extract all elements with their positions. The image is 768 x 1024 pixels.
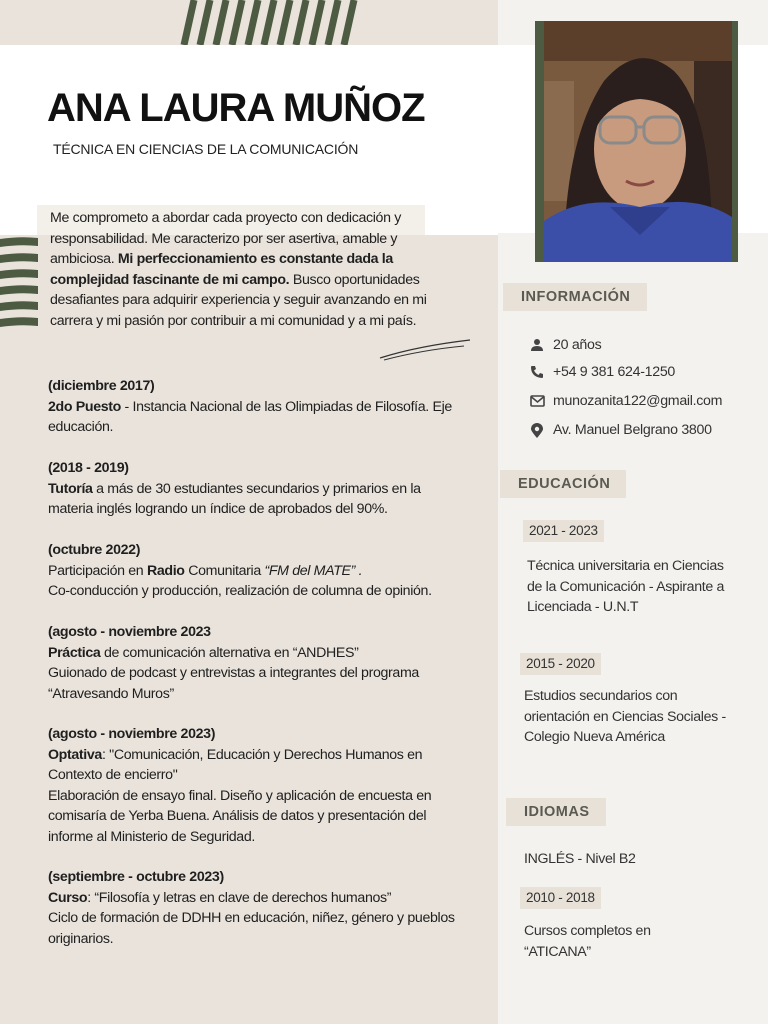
age-row	[528, 335, 601, 355]
about-paragraph	[50, 208, 460, 331]
experience-text: : "Comunicación, Educación y Derechos Humanos en Contexto de encierro"	[48, 746, 423, 783]
experience-date: (diciembre 2017)	[48, 378, 155, 394]
experience-item	[48, 458, 468, 520]
about-text-1: Me comprometo a abordar cada proyecto con dedicación y responsabilidad. Me caracterizo por ser asertiva, amable y ambiciosa.	[50, 210, 401, 267]
languages-heading: IDIOMAS	[506, 798, 606, 826]
experience-item	[48, 622, 468, 704]
phone-text: +54 9 381 624-1250	[553, 364, 676, 380]
experience-date: (agosto - noviembre 2023)	[48, 726, 216, 742]
profile-photo	[544, 21, 732, 262]
person-icon	[528, 337, 546, 353]
experience-text: a más de 30 estudiantes secundarios y primarios en la materia inglés logrando un índice de aprobados del 90%.	[48, 480, 421, 517]
phone-icon	[528, 364, 546, 380]
experience-title: Optativa	[48, 746, 102, 763]
experience-date: (octubre 2022)	[48, 542, 141, 558]
experience-date: (2018 - 2019)	[48, 460, 129, 476]
decorative-stripes-left	[0, 236, 38, 332]
experience-detail: Ciclo de formación de DDHH en educación, niñez, género y pueblos originarios.	[48, 910, 455, 947]
signature-stroke	[378, 336, 472, 364]
info-heading: INFORMACIÓN	[503, 283, 647, 311]
age-text: 20 años	[553, 337, 602, 353]
experience-title: 2do Puesto	[48, 398, 121, 415]
experience-detail: Guionado de podcast y entrevistas a integrantes del programa “Atravesando Muros”	[48, 665, 419, 702]
experience-date: (agosto - noviembre 2023	[48, 624, 211, 640]
experience-text-pre: Participación en	[48, 562, 147, 579]
education-description: Técnica universitaria en Ciencias de la Comunicación - Aspirante a Licenciada - U.N.T	[527, 558, 724, 615]
experience-text: : “Filosofía y letras en clave de derechos humanos”	[87, 889, 392, 906]
language-description: Cursos completos en “ATICANA”	[524, 923, 651, 960]
about-text-2: Busco oportunidades desafiantes para adquirir experiencia y seguir avanzando en mi carrera y mi pasión por contribuir a mi comunidad y a mi país.	[50, 271, 427, 329]
experience-title: Tutoría	[48, 480, 93, 497]
about-bold: Mi perfeccionamiento es constante dada la complejidad fascinante de mi campo.	[50, 251, 393, 288]
language-years: 2010 - 2018	[520, 887, 601, 909]
experience-detail: Co-conducción y producción, realización de columna de opinión.	[48, 583, 432, 599]
experience-item	[48, 724, 468, 847]
job-title: TÉCNICA EN CIENCIAS DE LA COMUNICACIÓN	[53, 141, 359, 157]
education-years: 2015 - 2020	[520, 653, 601, 675]
experience-italic: “FM del MATE” .	[264, 562, 363, 579]
experience-item	[48, 867, 468, 949]
education-description: Estudios secundarios con orientación en Ciencias Sociales - Colegio Nueva América	[524, 688, 726, 745]
email-row	[528, 391, 722, 411]
experience-detail: Elaboración de ensayo final. Diseño y aplicación de encuesta en comisaría de Yerba Buena. Análisis de datos y presentación del informe al Ministerio de Seguridad.	[48, 787, 432, 845]
experience-text: - Instancia Nacional de las Olimpiadas de Filosofía. Eje educación.	[48, 398, 452, 435]
experience-item	[48, 540, 468, 602]
experience-text: de comunicación alternativa en “ANDHES”	[100, 644, 359, 661]
decorative-stripes-top	[176, 0, 360, 45]
experience-date: (septiembre - octubre 2023)	[48, 869, 224, 885]
experience-title: Curso	[48, 889, 88, 906]
email-icon	[528, 393, 546, 409]
education-years: 2021 - 2023	[523, 520, 604, 542]
experience-title: Radio	[146, 562, 185, 579]
experience-item	[48, 376, 468, 438]
phone-row	[528, 362, 675, 382]
location-pin-icon	[528, 422, 546, 438]
experience-title: Práctica	[48, 644, 101, 661]
email-text: munozanita122@gmail.com	[553, 393, 723, 409]
experience-text-mid: Comunitaria	[184, 562, 265, 579]
language-level: INGLÉS - Nivel B2	[524, 851, 636, 867]
address-text: Av. Manuel Belgrano 3800	[553, 422, 712, 438]
person-name: ANA LAURA MUÑOZ	[47, 86, 425, 130]
education-heading: EDUCACIÓN	[500, 470, 626, 498]
address-row	[528, 420, 712, 440]
